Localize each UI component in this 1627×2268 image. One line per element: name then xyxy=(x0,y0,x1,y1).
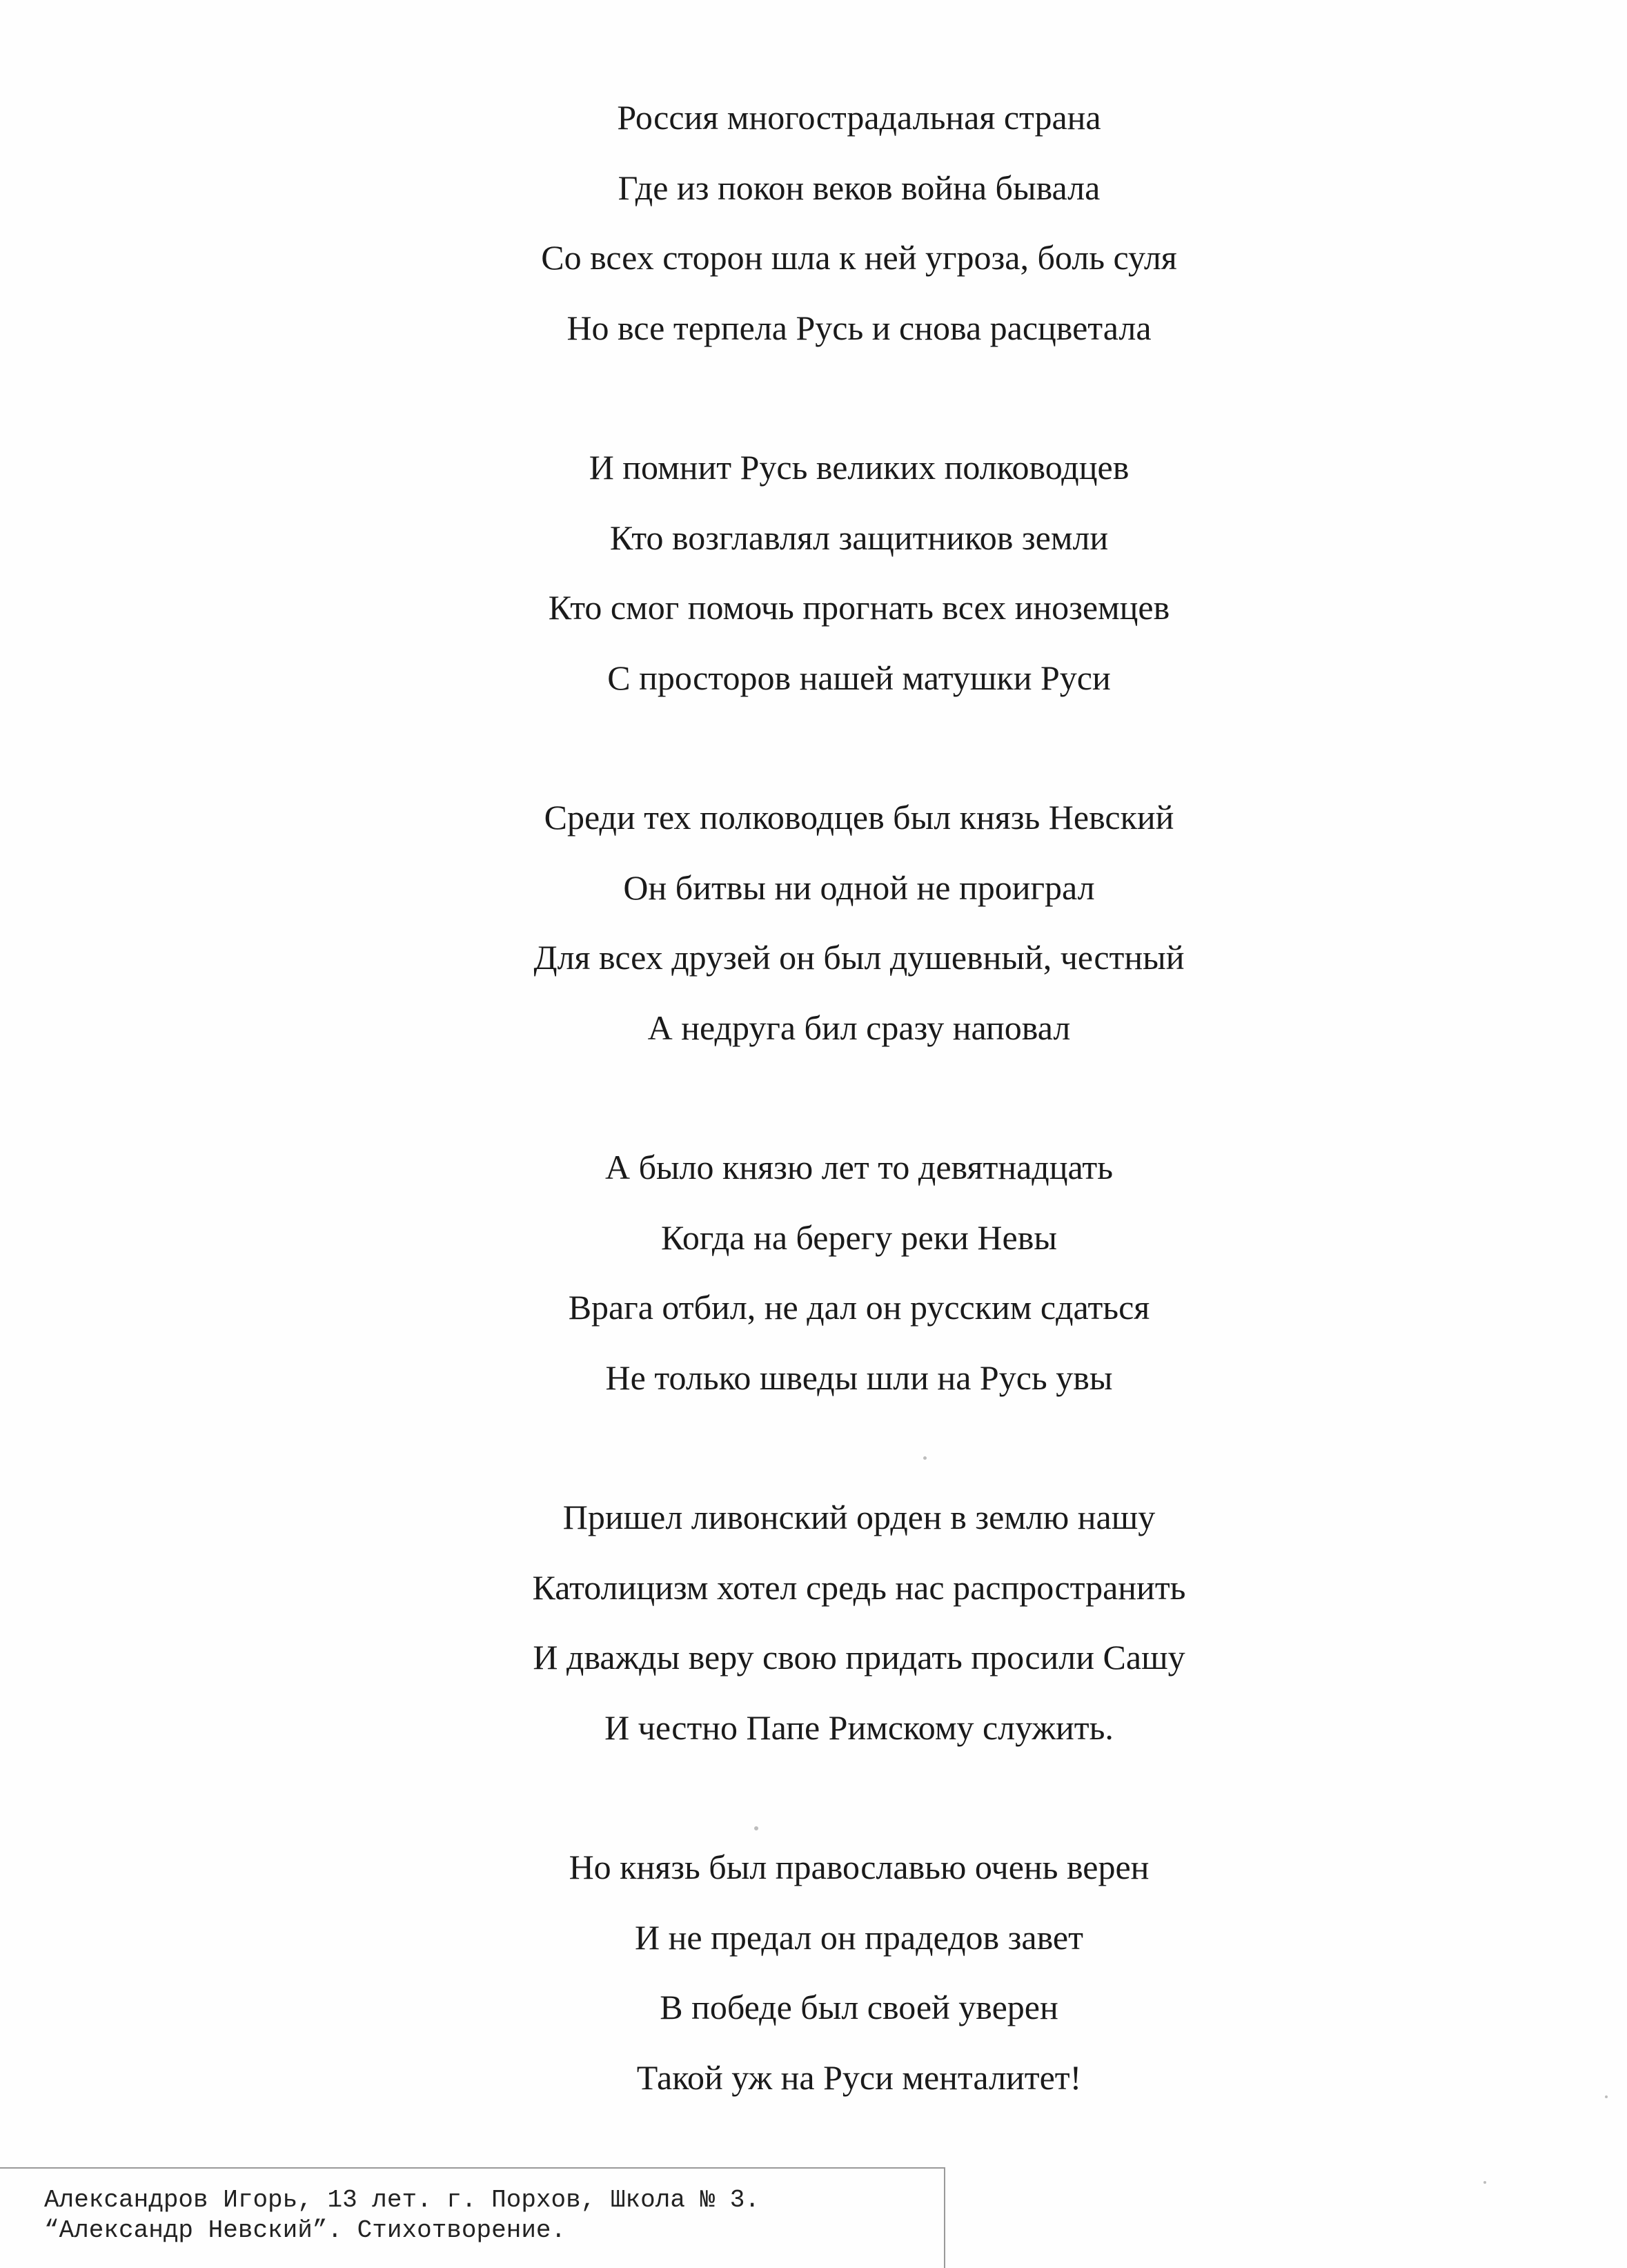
stanza-4 xyxy=(0,1133,1627,1413)
poem-line: Кто возглавлял защитников земли xyxy=(609,518,1109,557)
poem-line: Где из покон веков война бывала xyxy=(618,168,1101,207)
poem-line: И дважды веру свою придать просили Сашу xyxy=(533,1638,1185,1676)
poem-line: И честно Папе Римскому служить. xyxy=(604,1708,1114,1747)
poem-line: А недруга бил сразу наповал xyxy=(647,1008,1071,1047)
scan-speck xyxy=(754,1826,758,1830)
poem-line: И не предал он прадедов завет xyxy=(635,1917,1083,1957)
author-line: Александров Игорь, 13 лет. г. Порхов, Школа № 3. xyxy=(44,2186,760,2214)
poem-line: В победе был своей уверен xyxy=(660,1988,1058,2026)
stanza-5 xyxy=(0,1483,1627,1763)
scan-speck xyxy=(1483,2181,1486,2184)
author-caption-box xyxy=(0,2167,945,2268)
poem-line: Но князь был православью очень верен xyxy=(569,1848,1150,1886)
stanza-6 xyxy=(0,1832,1627,2113)
poem-line: Со всех сторон шла к ней угроза, боль суля xyxy=(541,238,1177,277)
poem-line: Не только шведы шли на Русь увы xyxy=(605,1358,1113,1397)
poem xyxy=(0,83,1627,2182)
poem-line: Он битвы ни одной не проиграл xyxy=(623,868,1095,907)
poem-line: И помнит Русь великих полководцев xyxy=(589,448,1130,487)
stanza-3 xyxy=(0,783,1627,1063)
poem-line: Католицизм хотел средь нас распространить xyxy=(532,1567,1186,1607)
poem-line: С просторов нашей матушки Руси xyxy=(607,658,1111,697)
stanza-2 xyxy=(0,433,1627,713)
poem-line: Пришел ливонский орден в землю нашу xyxy=(562,1498,1156,1536)
poem-line: Кто смог помочь прогнать всех иноземцев xyxy=(548,588,1170,627)
scan-speck xyxy=(1605,2095,1608,2098)
title-line: “Александр Невский”. Стихотворение. xyxy=(44,2216,566,2245)
stanza-1 xyxy=(0,83,1627,363)
scan-speck xyxy=(923,1456,927,1460)
poem-line: Но все терпела Русь и снова расцветала xyxy=(566,308,1152,347)
poem-line: Такой уж на Руси менталитет! xyxy=(636,2057,1082,2097)
poem-line: Врага отбил, не дал он русским сдаться xyxy=(568,1288,1150,1327)
poem-line: Среди тех полководцев был князь Невский xyxy=(544,798,1174,837)
poem-line: Для всех друзей он был душевный, честный xyxy=(533,938,1185,977)
poem-line: А было князю лет то девятнадцать xyxy=(604,1148,1114,1186)
poem-line: Россия многострадальная страна xyxy=(617,98,1101,137)
poem-line: Когда на берегу реки Невы xyxy=(661,1218,1057,1257)
